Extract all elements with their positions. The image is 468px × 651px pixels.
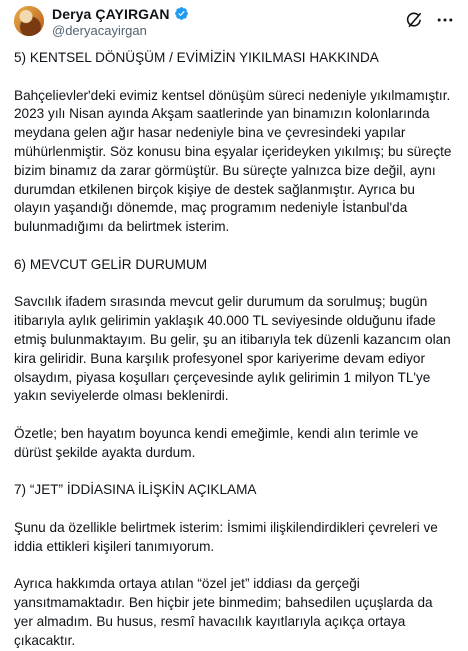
- paragraph: Ayrıca hakkımda ortaya atılan “özel jet” iddiası da gerçeği yansıtmamaktadır. Ben hiçbir jete binmedim; bahsedilen uçuşlarda da yer almadım. Bu husus, resmî havacılık kayıtlarıyla açıkça ortaya çıkacaktır.: [14, 576, 433, 648]
- author-name[interactable]: Derya ÇAYIRGAN: [52, 5, 170, 22]
- paragraph: Bahçelievler'deki evimiz kentsel dönüşüm süreci nedeniyle yıkılmamıştır. 2023 yılı Nisan ayında Akşam saatlerinde yan binamızın kolonlarında meydana gelen ağır hasar nedeniyle bina ve çevresindeki yapılar mühürlenmiştir. Söz konusu bina eşyalar içerideyken yıkılmış; bu süreçte bizim binamız da zarar görmüştür. Bu süreçte yalnızca bize değil, aynı durumdan etkilenen birçok kişiye de destek sağlanmıştır. Ayrıca bu olayın yaşandığı dönemde, maç programım nedeniyle İstanbul'da bulunmadığımı da belirtmek isterim.: [14, 87, 452, 235]
- paragraph: Savcılık ifadem sırasında mevcut gelir durumum da sorulmuş; bugün itibarıyla aylık gelirimin yaklaşık 40.000 TL seviyesinde olduğunu ifade etmiş bulunmaktayım. Bu gelir, şu an itibarıyla tek düzenli kazancım olan kira geliridir. Buna karşılık profesyonel spor kariyerime devam ediyor olsaydım, piyasa koşulları çerçevesinde aylık gelirimin 1 milyon TL'ye yakın seviyelerde olması beklenirdi.: [14, 294, 451, 404]
- grok-icon[interactable]: [404, 10, 424, 30]
- paragraph: Şunu da özellikle belirtmek isterim: İsmimi ilişkilendirdikleri çevreleri ve iddia ettikleri kişileri tanımıyorum.: [14, 519, 438, 554]
- section-heading: 6) MEVCUT GELİR DURUMUM: [14, 256, 208, 272]
- post-text: [14, 49, 454, 651]
- section-heading: 7) “JET” İDDİASINA İLİŞKİN AÇIKLAMA: [14, 482, 257, 498]
- avatar[interactable]: [14, 6, 44, 36]
- verified-badge-icon: [174, 6, 189, 21]
- author-name-row[interactable]: [52, 5, 189, 22]
- post-header: [0, 0, 468, 44]
- more-icon[interactable]: [435, 10, 455, 30]
- paragraph: Özetle; ben hayatım boyunca kendi emeğimle, kendi alın terimle ve dürüst şekilde ayakta durdum.: [14, 425, 419, 460]
- section-heading: 5) KENTSEL DÖNÜŞÜM / EVİMİZİN YIKILMASI HAKKINDA: [14, 50, 379, 65]
- author-handle[interactable]: @deryacayirgan: [52, 23, 147, 38]
